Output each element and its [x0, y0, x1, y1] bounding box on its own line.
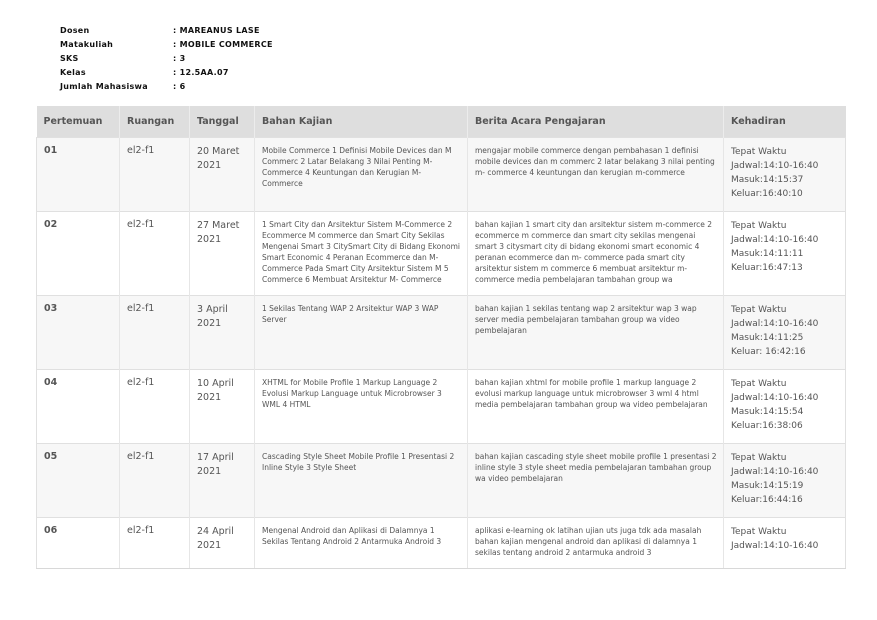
table-row	[37, 138, 846, 212]
attendance-schedule: Jadwal:14:10-16:40	[731, 467, 819, 477]
table-row	[37, 444, 846, 518]
info-label: Dosen	[60, 26, 90, 35]
attendance-status: Tepat Waktu	[731, 527, 787, 537]
cell-pertemuan: 06	[37, 518, 120, 569]
attendance-schedule: Jadwal:14:10-16:40	[731, 393, 819, 403]
info-value: : 6	[173, 82, 186, 91]
info-row-dosen	[60, 24, 273, 38]
info-row-matakuliah	[60, 38, 273, 52]
cell-berita-acara: mengajar mobile commerce dengan pembahasan 1 definisi mobile devices dan m commerc 2 latar belakang 3 nilai penting m- commerce 4 keuntungan dan kerugian m-commerce	[468, 138, 724, 212]
header-bahan-kajian: Bahan Kajian	[255, 106, 468, 138]
cell-ruangan: el2-f1	[120, 518, 190, 569]
info-value: : 12.5AA.07	[173, 68, 229, 77]
cell-pertemuan: 04	[37, 370, 120, 444]
info-value: : MAREANUS LASE	[173, 26, 260, 35]
cell-kehadiran	[724, 212, 846, 296]
cell-berita-acara: aplikasi e-learning ok latihan ujian uts juga tdk ada masalah bahan kajian mengenal android dan aplikasi di dalamnya 1 sekilas tentang android 2 antarmuka android 3	[468, 518, 724, 569]
attendance-status: Tepat Waktu	[731, 305, 787, 315]
attendance-status: Tepat Waktu	[731, 453, 787, 463]
attendance-schedule: Jadwal:14:10-16:40	[731, 161, 819, 171]
attendance-schedule: Jadwal:14:10-16:40	[731, 319, 819, 329]
attendance-out: Keluar:16:47:13	[731, 263, 803, 273]
attendance-status: Tepat Waktu	[731, 379, 787, 389]
info-value: : 3	[173, 54, 186, 63]
attendance-out: Keluar:16:38:06	[731, 421, 803, 431]
cell-tanggal: 3 April 2021	[190, 296, 255, 370]
cell-kehadiran	[724, 296, 846, 370]
table-row	[37, 518, 846, 569]
header-kehadiran: Kehadiran	[724, 106, 846, 138]
cell-bahan-kajian: 1 Sekilas Tentang WAP 2 Arsitektur WAP 3 WAP Server	[255, 296, 468, 370]
attendance-in: Masuk:14:15:37	[731, 175, 804, 185]
cell-ruangan: el2-f1	[120, 296, 190, 370]
info-label: SKS	[60, 54, 79, 63]
header-ruangan: Ruangan	[120, 106, 190, 138]
attendance-in: Masuk:14:15:19	[731, 481, 804, 491]
cell-tanggal: 27 Maret 2021	[190, 212, 255, 296]
cell-pertemuan: 03	[37, 296, 120, 370]
cell-ruangan: el2-f1	[120, 138, 190, 212]
attendance-status: Tepat Waktu	[731, 221, 787, 231]
cell-pertemuan: 02	[37, 212, 120, 296]
cell-kehadiran	[724, 370, 846, 444]
cell-berita-acara: bahan kajian 1 sekilas tentang wap 2 arsitektur wap 3 wap server media pembelajaran tambahan group wa video pembelajaran	[468, 296, 724, 370]
cell-pertemuan: 01	[37, 138, 120, 212]
course-info	[60, 24, 273, 94]
cell-berita-acara: bahan kajian xhtml for mobile profile 1 markup language 2 evolusi markup language untuk microbrowser 3 wml 4 html media pembelajaran tambahan group wa video pembelajaran	[468, 370, 724, 444]
cell-ruangan: el2-f1	[120, 444, 190, 518]
info-row-kelas	[60, 66, 273, 80]
cell-tanggal: 24 April 2021	[190, 518, 255, 569]
table-row	[37, 296, 846, 370]
attendance-out: Keluar: 16:42:16	[731, 347, 806, 357]
attendance-status: Tepat Waktu	[731, 147, 787, 157]
info-label: Kelas	[60, 68, 86, 77]
cell-kehadiran	[724, 444, 846, 518]
cell-ruangan: el2-f1	[120, 370, 190, 444]
attendance-out: Keluar:16:44:16	[731, 495, 803, 505]
attendance-schedule: Jadwal:14:10-16:40	[731, 541, 819, 551]
attendance-out: Keluar:16:40:10	[731, 189, 803, 199]
table-row	[37, 212, 846, 296]
table-header-row	[37, 106, 846, 138]
cell-bahan-kajian: 1 Smart City dan Arsitektur Sistem M-Commerce 2 Ecommerce M commerce dan Smart City Sekilas Mengenai Smart 3 CitySmart City di Bidang Ekonomi Smart Economic 4 Peranan Ecommerce dan M- Commerce Pada Smart City Arsitektur Sistem M 5 Commerce 6 Membuat Arsitektur M- Commerce	[255, 212, 468, 296]
cell-berita-acara: bahan kajian 1 smart city dan arsitektur sistem m-commerce 2 ecommerce m commerce dan smart city sekilas mengenai smart 3 citysmart city di bidang ekonomi smart economic 4 peranan ecommerce dan m- commerce pada smart city arsitektur sistem m commerce 6 membuat arsitektur m- commerce media pembelajaran tambahan group wa	[468, 212, 724, 296]
table-row	[37, 370, 846, 444]
cell-bahan-kajian: Mengenal Android dan Aplikasi di Dalamnya 1 Sekilas Tentang Android 2 Antarmuka Android 3	[255, 518, 468, 569]
cell-kehadiran	[724, 518, 846, 569]
cell-tanggal: 17 April 2021	[190, 444, 255, 518]
cell-pertemuan: 05	[37, 444, 120, 518]
info-value: : MOBILE COMMERCE	[173, 40, 273, 49]
cell-bahan-kajian: XHTML for Mobile Profile 1 Markup Language 2 Evolusi Markup Language untuk Microbrowser 3 WML 4 HTML	[255, 370, 468, 444]
cell-berita-acara: bahan kajian cascading style sheet mobile profile 1 presentasi 2 inline style 3 style sheet media pembelajaran tambahan group wa video pembelajaran	[468, 444, 724, 518]
info-row-jumlah-mahasiswa	[60, 80, 273, 94]
cell-bahan-kajian: Cascading Style Sheet Mobile Profile 1 Presentasi 2 Inline Style 3 Style Sheet	[255, 444, 468, 518]
info-row-sks	[60, 52, 273, 66]
cell-tanggal: 20 Maret 2021	[190, 138, 255, 212]
cell-kehadiran	[724, 138, 846, 212]
attendance-in: Masuk:14:11:25	[731, 333, 804, 343]
cell-ruangan: el2-f1	[120, 212, 190, 296]
header-pertemuan: Pertemuan	[37, 106, 120, 138]
header-tanggal: Tanggal	[190, 106, 255, 138]
attendance-in: Masuk:14:15:54	[731, 407, 804, 417]
info-label: Matakuliah	[60, 40, 114, 49]
cell-bahan-kajian: Mobile Commerce 1 Definisi Mobile Devices dan M Commerc 2 Latar Belakang 3 Nilai Penting M-Commerce 4 Keuntungan dan Kerugian M-Commerce	[255, 138, 468, 212]
info-label: Jumlah Mahasiswa	[60, 82, 148, 91]
header-berita-acara: Berita Acara Pengajaran	[468, 106, 724, 138]
attendance-schedule: Jadwal:14:10-16:40	[731, 235, 819, 245]
cell-tanggal: 10 April 2021	[190, 370, 255, 444]
attendance-table	[36, 106, 846, 569]
attendance-in: Masuk:14:11:11	[731, 249, 804, 259]
